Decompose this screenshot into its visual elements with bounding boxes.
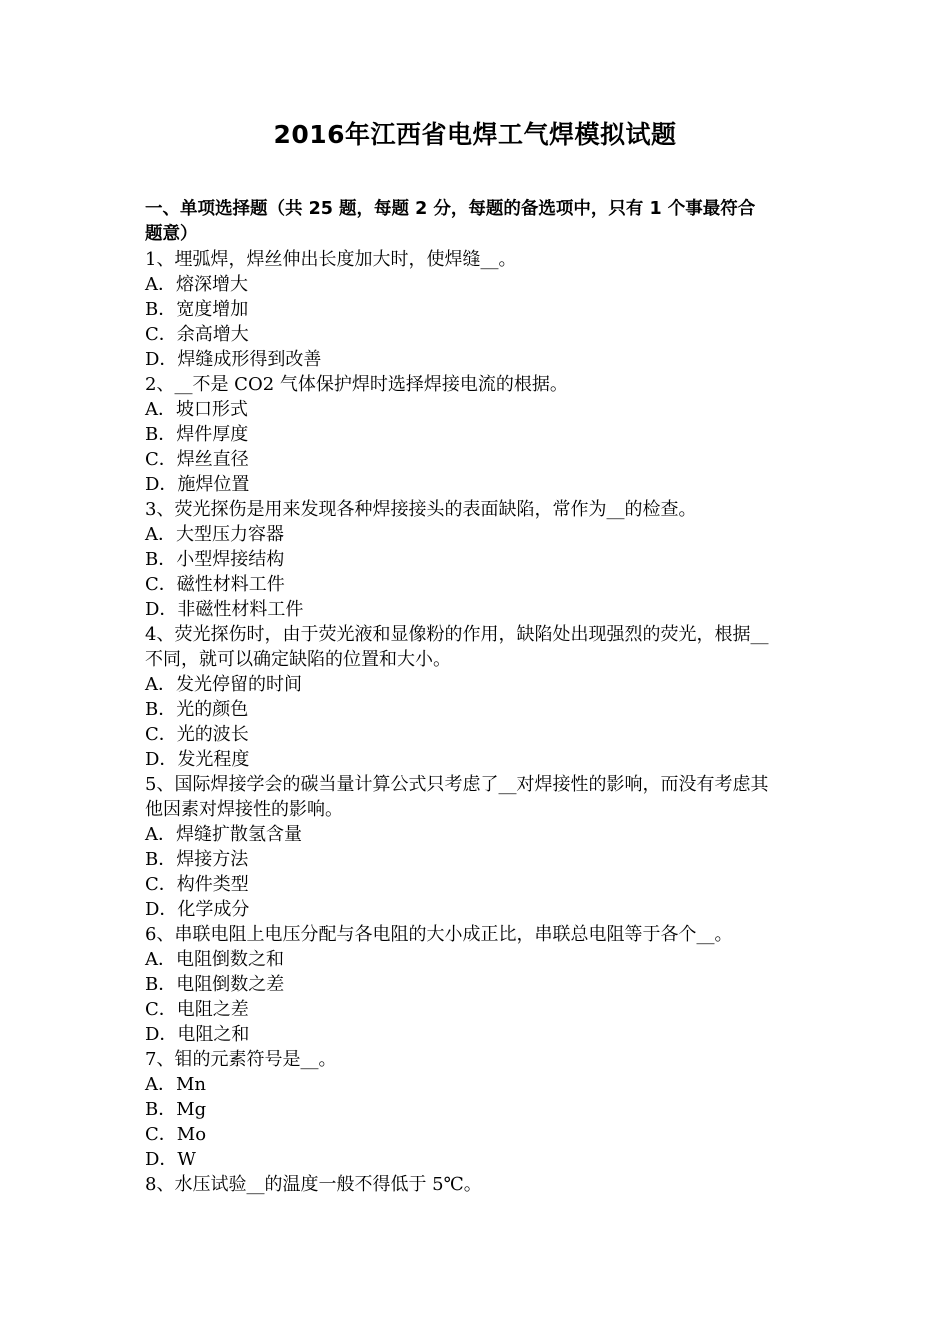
- answer-option: B．小型焊接结构: [145, 549, 285, 570]
- answer-option: D．施焊位置: [145, 474, 250, 495]
- question-stem-line: 2、__不是 CO2 气体保护焊时选择焊接电流的根据。: [145, 374, 568, 395]
- answer-option: C．磁性材料工件: [145, 574, 285, 595]
- answer-option: C．构件类型: [145, 874, 249, 895]
- answer-option: A．电阻倒数之和: [145, 949, 284, 970]
- question-block: [145, 497, 810, 622]
- answer-option: C．余高增大: [145, 324, 249, 345]
- answer-option: D．焊缝成形得到改善: [145, 349, 322, 370]
- question-stem-line: 他因素对焊接性的影响。: [145, 799, 343, 820]
- question-block: [145, 772, 810, 922]
- section-heading-line-2: 题意）: [145, 224, 198, 244]
- document-title: 2016年江西省电焊工气焊模拟试题: [273, 120, 677, 149]
- answer-option: B．焊接方法: [145, 849, 249, 870]
- answer-option: C．电阻之差: [145, 999, 249, 1020]
- question-stem-line: 不同，就可以确定缺陷的位置和大小。: [145, 649, 451, 670]
- answer-option: C．光的波长: [145, 724, 249, 745]
- question-block: [145, 622, 810, 772]
- answer-option: D．化学成分: [145, 899, 250, 920]
- answer-option: C．Mo: [145, 1124, 207, 1145]
- answer-option: A．Mn: [145, 1074, 207, 1095]
- answer-option: B．Mg: [145, 1099, 207, 1120]
- answer-option: C．焊丝直径: [145, 449, 249, 470]
- question-stem-line: 7、钼的元素符号是__。: [145, 1049, 337, 1070]
- section-heading-line-1: 一、单项选择题（共 25 题，每题 2 分，每题的备选项中，只有 1 个事最符合: [145, 199, 756, 219]
- answer-option: A．发光停留的时间: [145, 674, 302, 695]
- answer-option: D．发光程度: [145, 749, 250, 770]
- question-stem-line: 6、串联电阻上电压分配与各电阻的大小成正比，串联总电阻等于各个__。: [145, 924, 733, 945]
- document-body: [145, 197, 810, 1197]
- question-list: [145, 247, 810, 1197]
- question-stem-line: 5、国际焊接学会的碳当量计算公式只考虑了__对焊接性的影响，而没有考虑其: [145, 774, 769, 795]
- answer-option: B．电阻倒数之差: [145, 974, 285, 995]
- answer-option: D．非磁性材料工件: [145, 599, 304, 620]
- answer-option: B．宽度增加: [145, 299, 249, 320]
- question-stem-line: 1、埋弧焊，焊丝伸出长度加大时，使焊缝__。: [145, 249, 517, 270]
- answer-option: D．W: [145, 1149, 196, 1170]
- question-stem-line: 4、荧光探伤时，由于荧光液和显像粉的作用，缺陷处出现强烈的荧光，根据__: [145, 624, 769, 645]
- answer-option: A．坡口形式: [145, 399, 248, 420]
- question-stem-line: 8、水压试验__的温度一般不得低于 5℃。: [145, 1174, 482, 1195]
- question-block: [145, 372, 810, 497]
- answer-option: D．电阻之和: [145, 1024, 250, 1045]
- question-block: [145, 1047, 810, 1172]
- answer-option: A．大型压力容器: [145, 524, 284, 545]
- answer-option: A．熔深增大: [145, 274, 248, 295]
- question-stem-line: 3、荧光探伤是用来发现各种焊接接头的表面缺陷，常作为__的检查。: [145, 499, 697, 520]
- answer-option: A．焊缝扩散氢含量: [145, 824, 302, 845]
- answer-option: B．焊件厚度: [145, 424, 249, 445]
- question-block: [145, 247, 810, 372]
- question-block: [145, 922, 810, 1047]
- question-block: [145, 1172, 810, 1197]
- answer-option: B．光的颜色: [145, 699, 249, 720]
